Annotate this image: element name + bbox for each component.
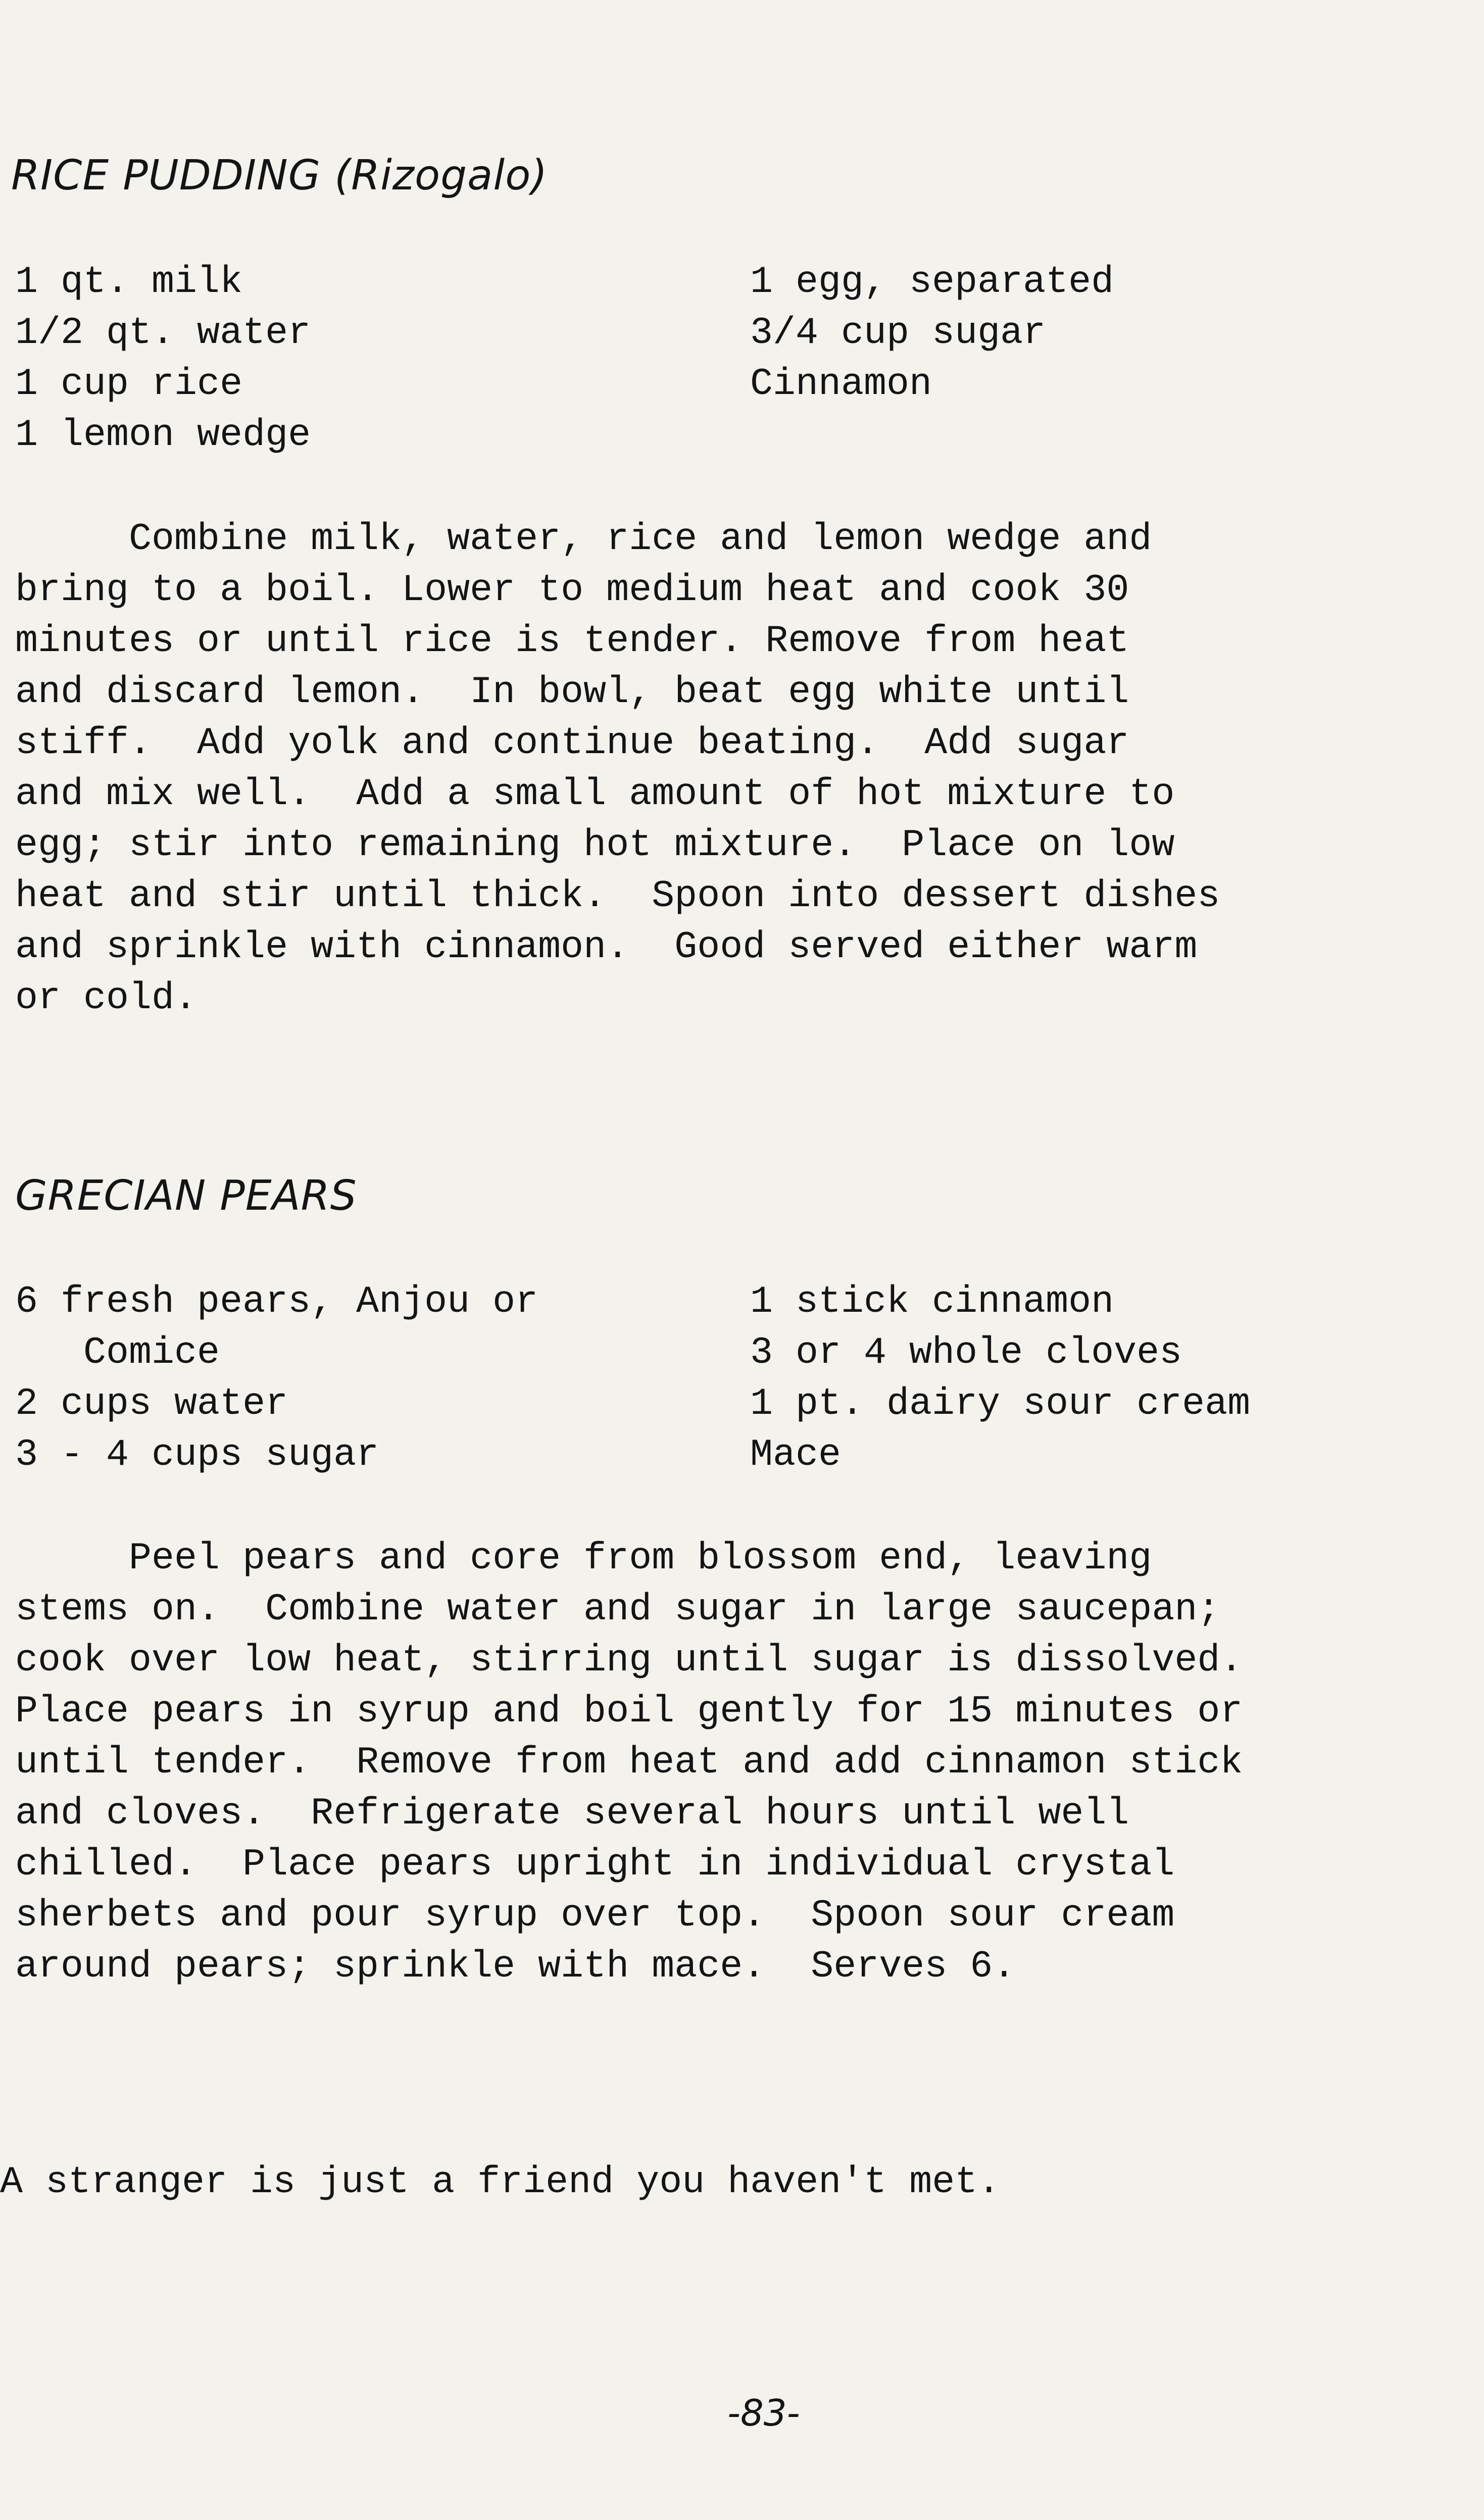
page-number: -83- xyxy=(727,2392,800,2434)
direction-line: until tender. Remove from heat and add cinnamon stick xyxy=(15,1741,1243,1784)
recipe-title-rice-pudding: RICE PUDDING (Rizogalo) xyxy=(11,152,548,200)
direction-line: minutes or until rice is tender. Remove from heat xyxy=(15,620,1129,663)
ingredient: Mace xyxy=(750,1434,842,1476)
grecian-pears-directions xyxy=(15,1533,1243,1992)
ingredient: 1 stick cinnamon xyxy=(750,1280,1114,1323)
direction-line: sherbets and pour syrup over top. Spoon sour cream xyxy=(15,1894,1175,1937)
direction-line: stems on. Combine water and sugar in large saucepan; xyxy=(15,1588,1220,1631)
ingredient: Comice xyxy=(15,1331,220,1374)
direction-line: and mix well. Add a small amount of hot mixture to xyxy=(15,773,1175,816)
direction-line: egg; stir into remaining hot mixture. Place on low xyxy=(15,824,1175,867)
recipe-title-grecian-pears: GRECIAN PEARS xyxy=(15,1172,357,1220)
direction-line: heat and stir until thick. Spoon into dessert dishes xyxy=(15,875,1220,918)
direction-line: Peel pears and core from blossom end, leaving xyxy=(15,1537,1152,1580)
direction-line: and sprinkle with cinnamon. Good served either warm xyxy=(15,926,1198,969)
direction-line: and discard lemon. In bowl, beat egg white until xyxy=(15,671,1129,714)
ingredient: 1 qt. milk xyxy=(15,261,243,304)
ingredient: 3/4 cup sugar xyxy=(750,312,1046,355)
direction-line: Combine milk, water, rice and lemon wedge and xyxy=(15,518,1152,561)
direction-line: around pears; sprinkle with mace. Serves 6. xyxy=(15,1945,1016,1988)
rice-pudding-ingredients-left xyxy=(15,257,311,461)
ingredient: 3 - 4 cups sugar xyxy=(15,1434,379,1476)
direction-line: or cold. xyxy=(15,977,197,1020)
ingredient: 1 egg, separated xyxy=(750,261,1114,304)
ingredient: 1/2 qt. water xyxy=(15,312,311,355)
ingredient: 6 fresh pears, Anjou or xyxy=(15,1280,538,1323)
direction-line: bring to a boil. Lower to medium heat and cook 30 xyxy=(15,569,1129,612)
direction-line: cook over low heat, stirring until sugar is dissolved. xyxy=(15,1639,1243,1682)
direction-line: chilled. Place pears upright in individual crystal xyxy=(15,1843,1175,1886)
ingredient: 2 cups water xyxy=(15,1382,288,1425)
rice-pudding-ingredients-right xyxy=(750,257,1114,410)
direction-line: and cloves. Refrigerate several hours until well xyxy=(15,1792,1129,1835)
rice-pudding-directions xyxy=(15,514,1220,1024)
grecian-pears-ingredients-right xyxy=(750,1276,1250,1480)
quote-line: A stranger is just a friend you haven't met. xyxy=(0,2161,1001,2204)
ingredient: 1 lemon wedge xyxy=(15,414,311,457)
grecian-pears-ingredients-left xyxy=(15,1276,538,1480)
ingredient: 1 pt. dairy sour cream xyxy=(750,1382,1251,1425)
ingredient: 3 or 4 whole cloves xyxy=(750,1331,1182,1374)
ingredient: 1 cup rice xyxy=(15,363,243,406)
direction-line: stiff. Add yolk and continue beating. Add sugar xyxy=(15,722,1129,765)
ingredient: Cinnamon xyxy=(750,363,932,406)
direction-line: Place pears in syrup and boil gently for 15 minutes or xyxy=(15,1690,1243,1733)
